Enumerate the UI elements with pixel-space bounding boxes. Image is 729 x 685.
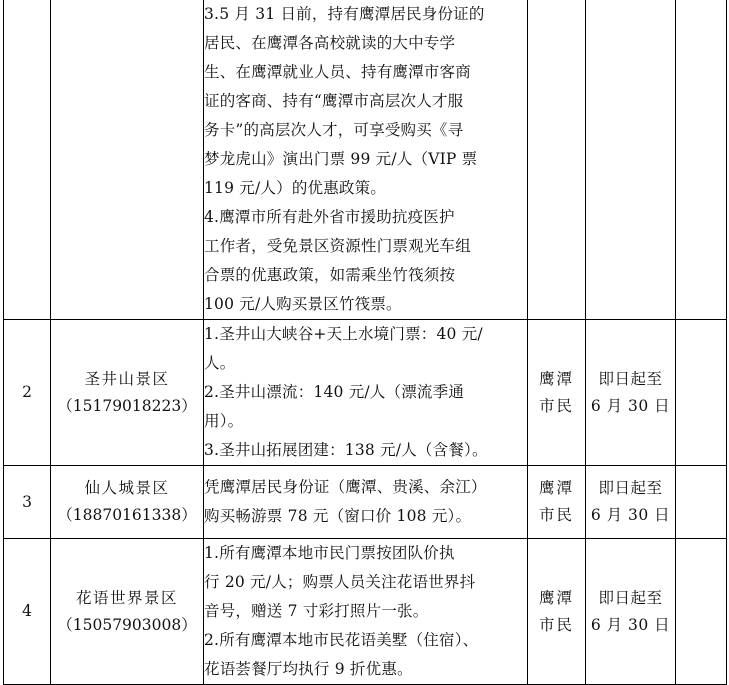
valid-period-line: 即日起至 — [598, 479, 663, 497]
cell-scenic-area-name — [51, 0, 204, 320]
cell-row-index — [4, 0, 51, 320]
discount-content-line: 3.圣井山拓展团建：138 元/人（含餐）。 — [204, 441, 488, 459]
target-audience-line: 市民 — [538, 615, 574, 634]
table-body — [4, 0, 727, 685]
table-row — [4, 320, 727, 466]
table-row — [4, 539, 727, 685]
discount-content-line: 凭鹰潭居民身份证（鹰潭、贵溪、余江） — [204, 478, 487, 496]
discount-content-line: 2.所有鹰潭本地市民花语美墅（住宿）、 — [204, 631, 479, 649]
cell-valid-period — [586, 539, 676, 685]
discount-content-line: 1.圣井山大峡谷+天上水境门票：40 元/ — [204, 325, 483, 343]
cell-scenic-area-name — [51, 539, 204, 685]
discount-content-line: 工作者，受免景区资源性门票观光车组 — [204, 237, 471, 255]
scenic-area-name-text: 花语世界景区 — [75, 588, 178, 607]
discount-content-line: 1.所有鹰潭本地市民门票按团队价执 — [204, 544, 455, 562]
cell-target-audience — [528, 539, 586, 685]
cell-scenic-area-name — [51, 320, 204, 466]
cell-discount-content — [204, 320, 528, 466]
discount-content-line: 合票的优惠政策，如需乘坐竹筏须按 — [204, 266, 456, 284]
scenic-area-phone-text: （18870161338） — [57, 506, 197, 524]
cell-target-audience — [528, 0, 586, 320]
target-audience-line: 市民 — [538, 396, 574, 415]
discount-content-line: 证的客商、持有“鹰潭市高层次人才服 — [204, 92, 464, 110]
cell-remark — [676, 0, 727, 320]
scenic-area-phone-text: （15179018223） — [57, 396, 197, 415]
discount-content-line: 务卡”的高层次人才，可享受购买《寻 — [204, 121, 464, 139]
cell-discount-content — [204, 466, 528, 539]
discount-content-line: 人。 — [204, 354, 236, 372]
discount-content-line: 100 元/人购买景区竹筏票。 — [204, 295, 402, 313]
discount-content-line: 3.5 月 31 日前，持有鹰潭居民身份证的 — [204, 5, 485, 23]
cell-remark — [676, 466, 727, 539]
cell-scenic-area-name — [51, 466, 204, 539]
scenic-area-discount-table — [3, 0, 727, 685]
valid-period-line: 即日起至 — [598, 588, 663, 607]
discount-content-line: 119 元/人）的优惠政策。 — [204, 179, 387, 197]
target-audience-line: 市民 — [538, 506, 574, 524]
scenic-area-name-text: 圣井山景区 — [84, 369, 170, 388]
target-audience-line: 鹰潭 — [538, 479, 574, 497]
target-audience-line: 鹰潭 — [538, 369, 574, 388]
cell-row-index: 3 — [4, 466, 51, 539]
scenic-area-phone-text: （15057903008） — [57, 615, 197, 634]
cell-row-index: 4 — [4, 539, 51, 685]
target-audience-line: 鹰潭 — [538, 588, 574, 607]
cell-discount-content — [204, 539, 528, 685]
discount-content-line: 行 20 元/人；购票人员关注花语世界抖 — [204, 573, 476, 591]
discount-content-line: 生、在鹰潭就业人员、持有鹰潭市客商 — [204, 63, 471, 81]
cell-valid-period — [586, 466, 676, 539]
discount-content-line: 用）。 — [204, 412, 244, 430]
cell-discount-content — [204, 0, 528, 320]
valid-period-line: 6 月 30 日 — [590, 615, 671, 634]
table-row — [4, 0, 727, 320]
discount-content-line: 4.鹰潭市所有赴外省市援助抗疫医护 — [204, 208, 455, 226]
scenic-area-name-text: 仙人城景区 — [84, 479, 170, 497]
discount-content-line: 2.圣井山漂流：140 元/人（漂流季通 — [204, 383, 465, 401]
cell-valid-period — [586, 0, 676, 320]
cell-remark — [676, 539, 727, 685]
cell-target-audience — [528, 320, 586, 466]
cell-valid-period — [586, 320, 676, 466]
discount-content-line: 梦龙虎山》演出门票 99 元/人（VIP 票 — [204, 150, 478, 168]
discount-content-line: 居民、在鹰潭各高校就读的大中专学 — [204, 34, 456, 52]
discount-content-line: 购买畅游票 78 元（窗口价 108 元）。 — [204, 507, 472, 525]
valid-period-line: 6 月 30 日 — [590, 506, 671, 524]
valid-period-line: 6 月 30 日 — [590, 396, 671, 415]
table-row — [4, 466, 727, 539]
cell-remark — [676, 320, 727, 466]
valid-period-line: 即日起至 — [598, 369, 663, 388]
discount-content-line: 花语荟餐厅均执行 9 折优惠。 — [204, 660, 413, 678]
cell-row-index: 2 — [4, 320, 51, 466]
cell-target-audience — [528, 466, 586, 539]
discount-content-line: 音号，赠送 7 寸彩打照片一张。 — [204, 602, 429, 620]
